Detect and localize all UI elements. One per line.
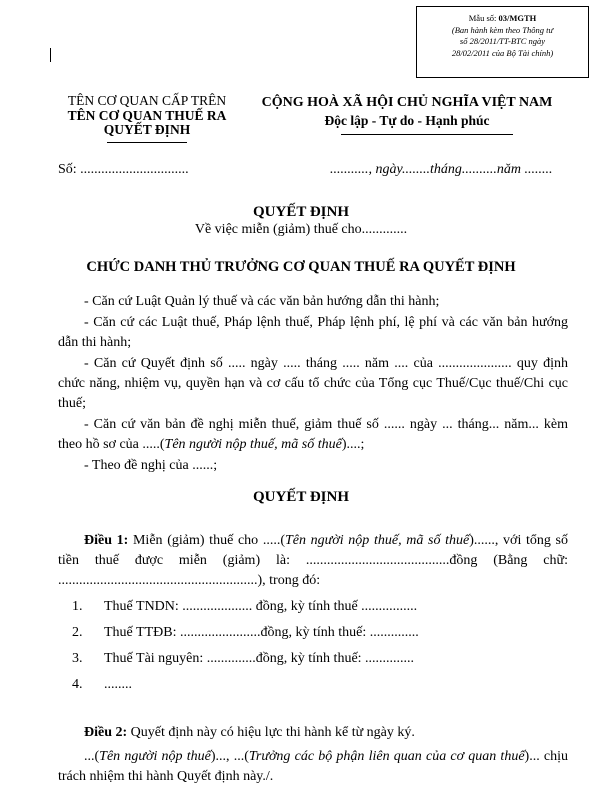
document-number: Số: ............................... bbox=[58, 162, 189, 177]
national-motto: Độc lập - Tự do - Hạnh phúc bbox=[324, 113, 490, 128]
form-issued-line: 28/02/2011 của Bộ Tài chính) bbox=[451, 47, 554, 58]
agency-header bbox=[22, 94, 272, 138]
form-code: 03/MGTH bbox=[498, 13, 537, 23]
list-item: 3. Thuế Tài nguyên: ..............đồng, kỳ tính thuế: .............. bbox=[72, 651, 415, 666]
agency-underline bbox=[107, 142, 187, 143]
text-cursor bbox=[50, 48, 51, 62]
basis-1: - Căn cứ Luật Quản lý thuế và các văn bản hướng dẫn thi hành; bbox=[84, 294, 440, 309]
document-subject: Về việc miễn (giảm) thuế cho............. bbox=[194, 222, 408, 237]
decision-title: QUYẾT ĐỊNH bbox=[253, 489, 349, 505]
document-title: QUYẾT ĐỊNH bbox=[253, 204, 349, 220]
article-2: Điều 2: Quyết định này có hiệu lực thi hành kể từ ngày ký. ...(Tên người nộp thuế)..., ...(Trưởng các bộ phận liên quan của cơ quan thuế)... chịu trách nhiệm thi hành Quyết định này./. bbox=[58, 725, 568, 784]
parent-agency: TÊN CƠ QUAN CẤP TRÊN bbox=[67, 93, 227, 108]
list-item: 4. ........ bbox=[72, 677, 132, 692]
issuing-agency-cont: QUYẾT ĐỊNH bbox=[103, 122, 191, 137]
issuing-agency: TÊN CƠ QUAN THUẾ RA bbox=[67, 107, 227, 123]
form-issued-line: (Ban hành kèm theo Thông tư bbox=[451, 24, 554, 35]
basis-5: - Theo đề nghị của ......; bbox=[84, 458, 218, 473]
basis-4: - Căn cứ văn bản đề nghị miễn thuế, giảm thuế số ...... ngày ... tháng... năm... kèm theo hồ sơ của .....(Tên người nộp thuế, mã số thuế)....; bbox=[58, 417, 568, 452]
article-1: Điều 1: Miễn (giảm) thuế cho .....(Tên người nộp thuế, mã số thuế)......, với tổng số tiền thuế được miễn (giảm) là: .........................................đồng (Bằng chữ: .........................................................), trong đó: bbox=[58, 533, 568, 588]
basis-2: - Căn cứ các Luật thuế, Pháp lệnh thuế, Pháp lệnh phí, lệ phí và các văn bản hướng dẫn thi hành; bbox=[58, 315, 568, 350]
tax-item-list bbox=[72, 597, 512, 701]
article-1-label: Điều 1: bbox=[84, 533, 129, 548]
form-code-prefix: Mẫu số: bbox=[468, 13, 499, 23]
authority-title: CHỨC DANH THỦ TRƯỞNG CƠ QUAN THUẾ RA QUYẾT ĐỊNH bbox=[86, 259, 516, 275]
legal-bases bbox=[58, 292, 568, 476]
nation-name: CỘNG HOÀ XÃ HỘI CHỦ NGHĨA VIỆT NAM bbox=[261, 95, 553, 110]
form-issued-line: số 28/2011/TT-BTC ngày bbox=[459, 36, 546, 46]
basis-3: - Căn cứ Quyết định số ..... ngày ..... tháng ..... năm .... của ..................... quy định chức năng, nhiệm vụ, quyền hạn và cơ cấu tổ chức của Tổng cục Thuế/Cục thuế/Chi cục thuế; bbox=[58, 356, 568, 411]
document-date: ..........., ngày........tháng..........năm ........ bbox=[330, 162, 553, 177]
article-2-label: Điều 2: bbox=[84, 725, 128, 740]
national-header bbox=[248, 94, 566, 130]
motto-underline bbox=[341, 134, 513, 135]
form-code-box bbox=[416, 6, 589, 78]
list-item: 2. Thuế TTĐB: .......................đồng, kỳ tính thuế: .............. bbox=[72, 625, 419, 640]
list-item: 1. Thuế TNDN: .................... đồng, kỳ tính thuế ................ bbox=[72, 599, 418, 614]
